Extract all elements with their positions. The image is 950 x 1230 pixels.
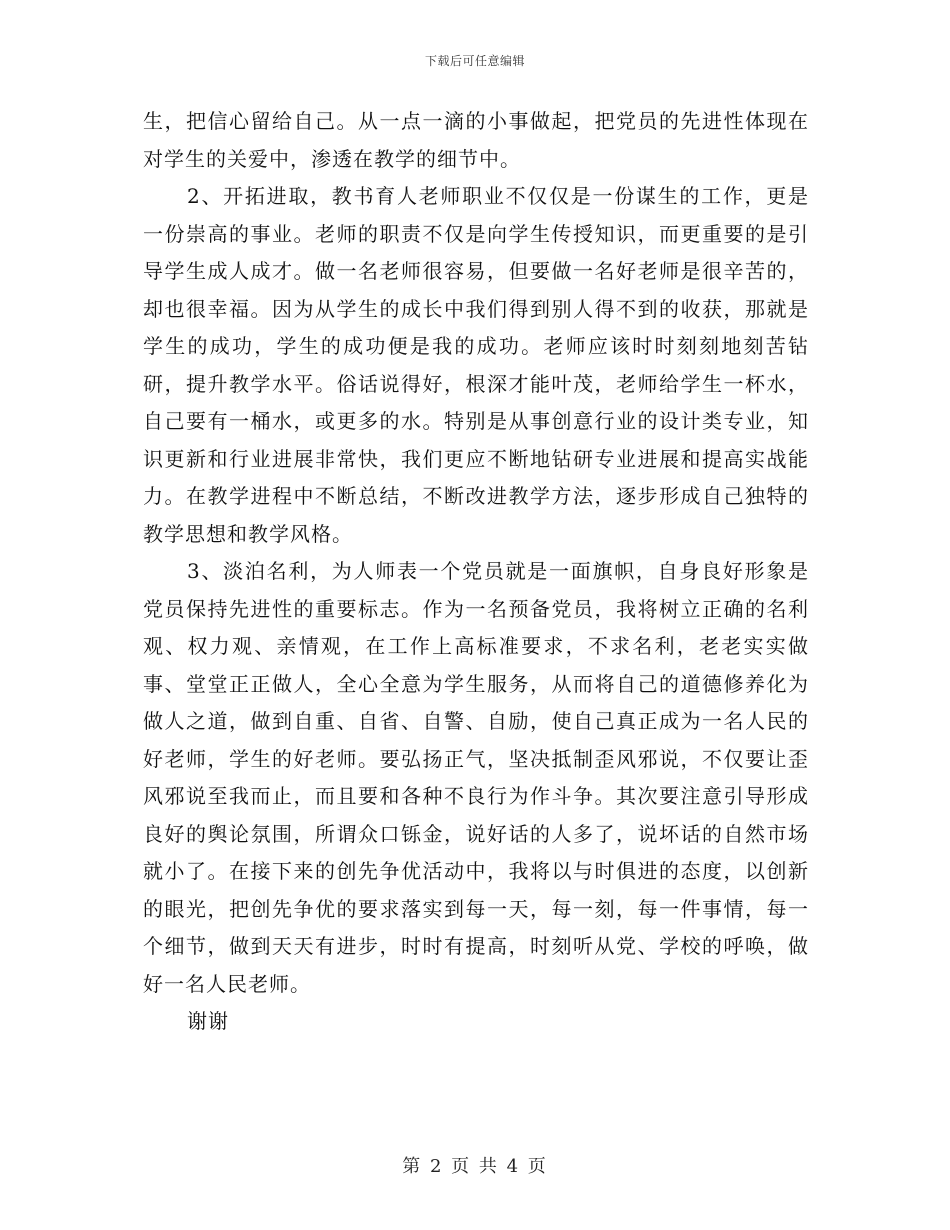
- paragraph-closing: 谢谢: [187, 1009, 229, 1033]
- page-header: 下载后可任意编辑: [424, 54, 525, 68]
- document-body: [143, 103, 809, 1041]
- paragraph-continuation: 生，把信心留给自己。从一点一滴的小事做起，把党员的先进性体现在对学生的关爱中，渗透在教学的细节中。: [143, 109, 809, 171]
- paragraph-section-3: 3、淡泊名利，为人师表一个党员就是一面旗帜，自身良好形象是党员保持先进性的重要标志。作为一名预备党员，我将树立正确的名利观、权力观、亲情观，在工作上高标准要求，不求名利，老老实实做事、堂堂正正做人，全心全意为学生服务，从而将自己的道德修养化为做人之道，做到自重、自省、自警、自励，使自己真正成为一名人民的好老师，学生的好老师。要弘扬正气，坚决抵制歪风邪说，不仅要让歪风邪说至我而止，而且要和各种不良行为作斗争。其次要注意引导形成良好的舆论氛围，所谓众口铄金，说好话的人多了，说坏话的自然市场就小了。在接下来的创先争优活动中，我将以与时俱进的态度，以创新的眼光，把创先争优的要求落实到每一天，每一刻，每一件事情，每一个细节，做到天天有进步，时时有提高，时刻听从党、学校的呼唤，做好一名人民老师。: [143, 559, 809, 996]
- page-number-footer: 第 2 页 共 4 页: [402, 1156, 548, 1177]
- paragraph-section-2: 2、开拓进取，教书育人老师职业不仅仅是一份谋生的工作，更是一份崇高的事业。老师的职责不仅是向学生传授知识，而更重要的是引导学生成人成才。做一名老师很容易，但要做一名好老师是很辛苦的，却也很幸福。因为从学生的成长中我们得到别人得不到的收获，那就是学生的成功，学生的成功便是我的成功。老师应该时时刻刻地刻苦钻研，提升教学水平。俗话说得好，根深才能叶茂，老师给学生一杯水，自己要有一桶水，或更多的水。特别是从事创意行业的设计类专业，知识更新和行业进展非常快，我们更应不断地钻研专业进展和提高实战能力。在教学进程中不断总结，不断改进教学方法，逐步形成自己独特的教学思想和教学风格。: [143, 184, 809, 546]
